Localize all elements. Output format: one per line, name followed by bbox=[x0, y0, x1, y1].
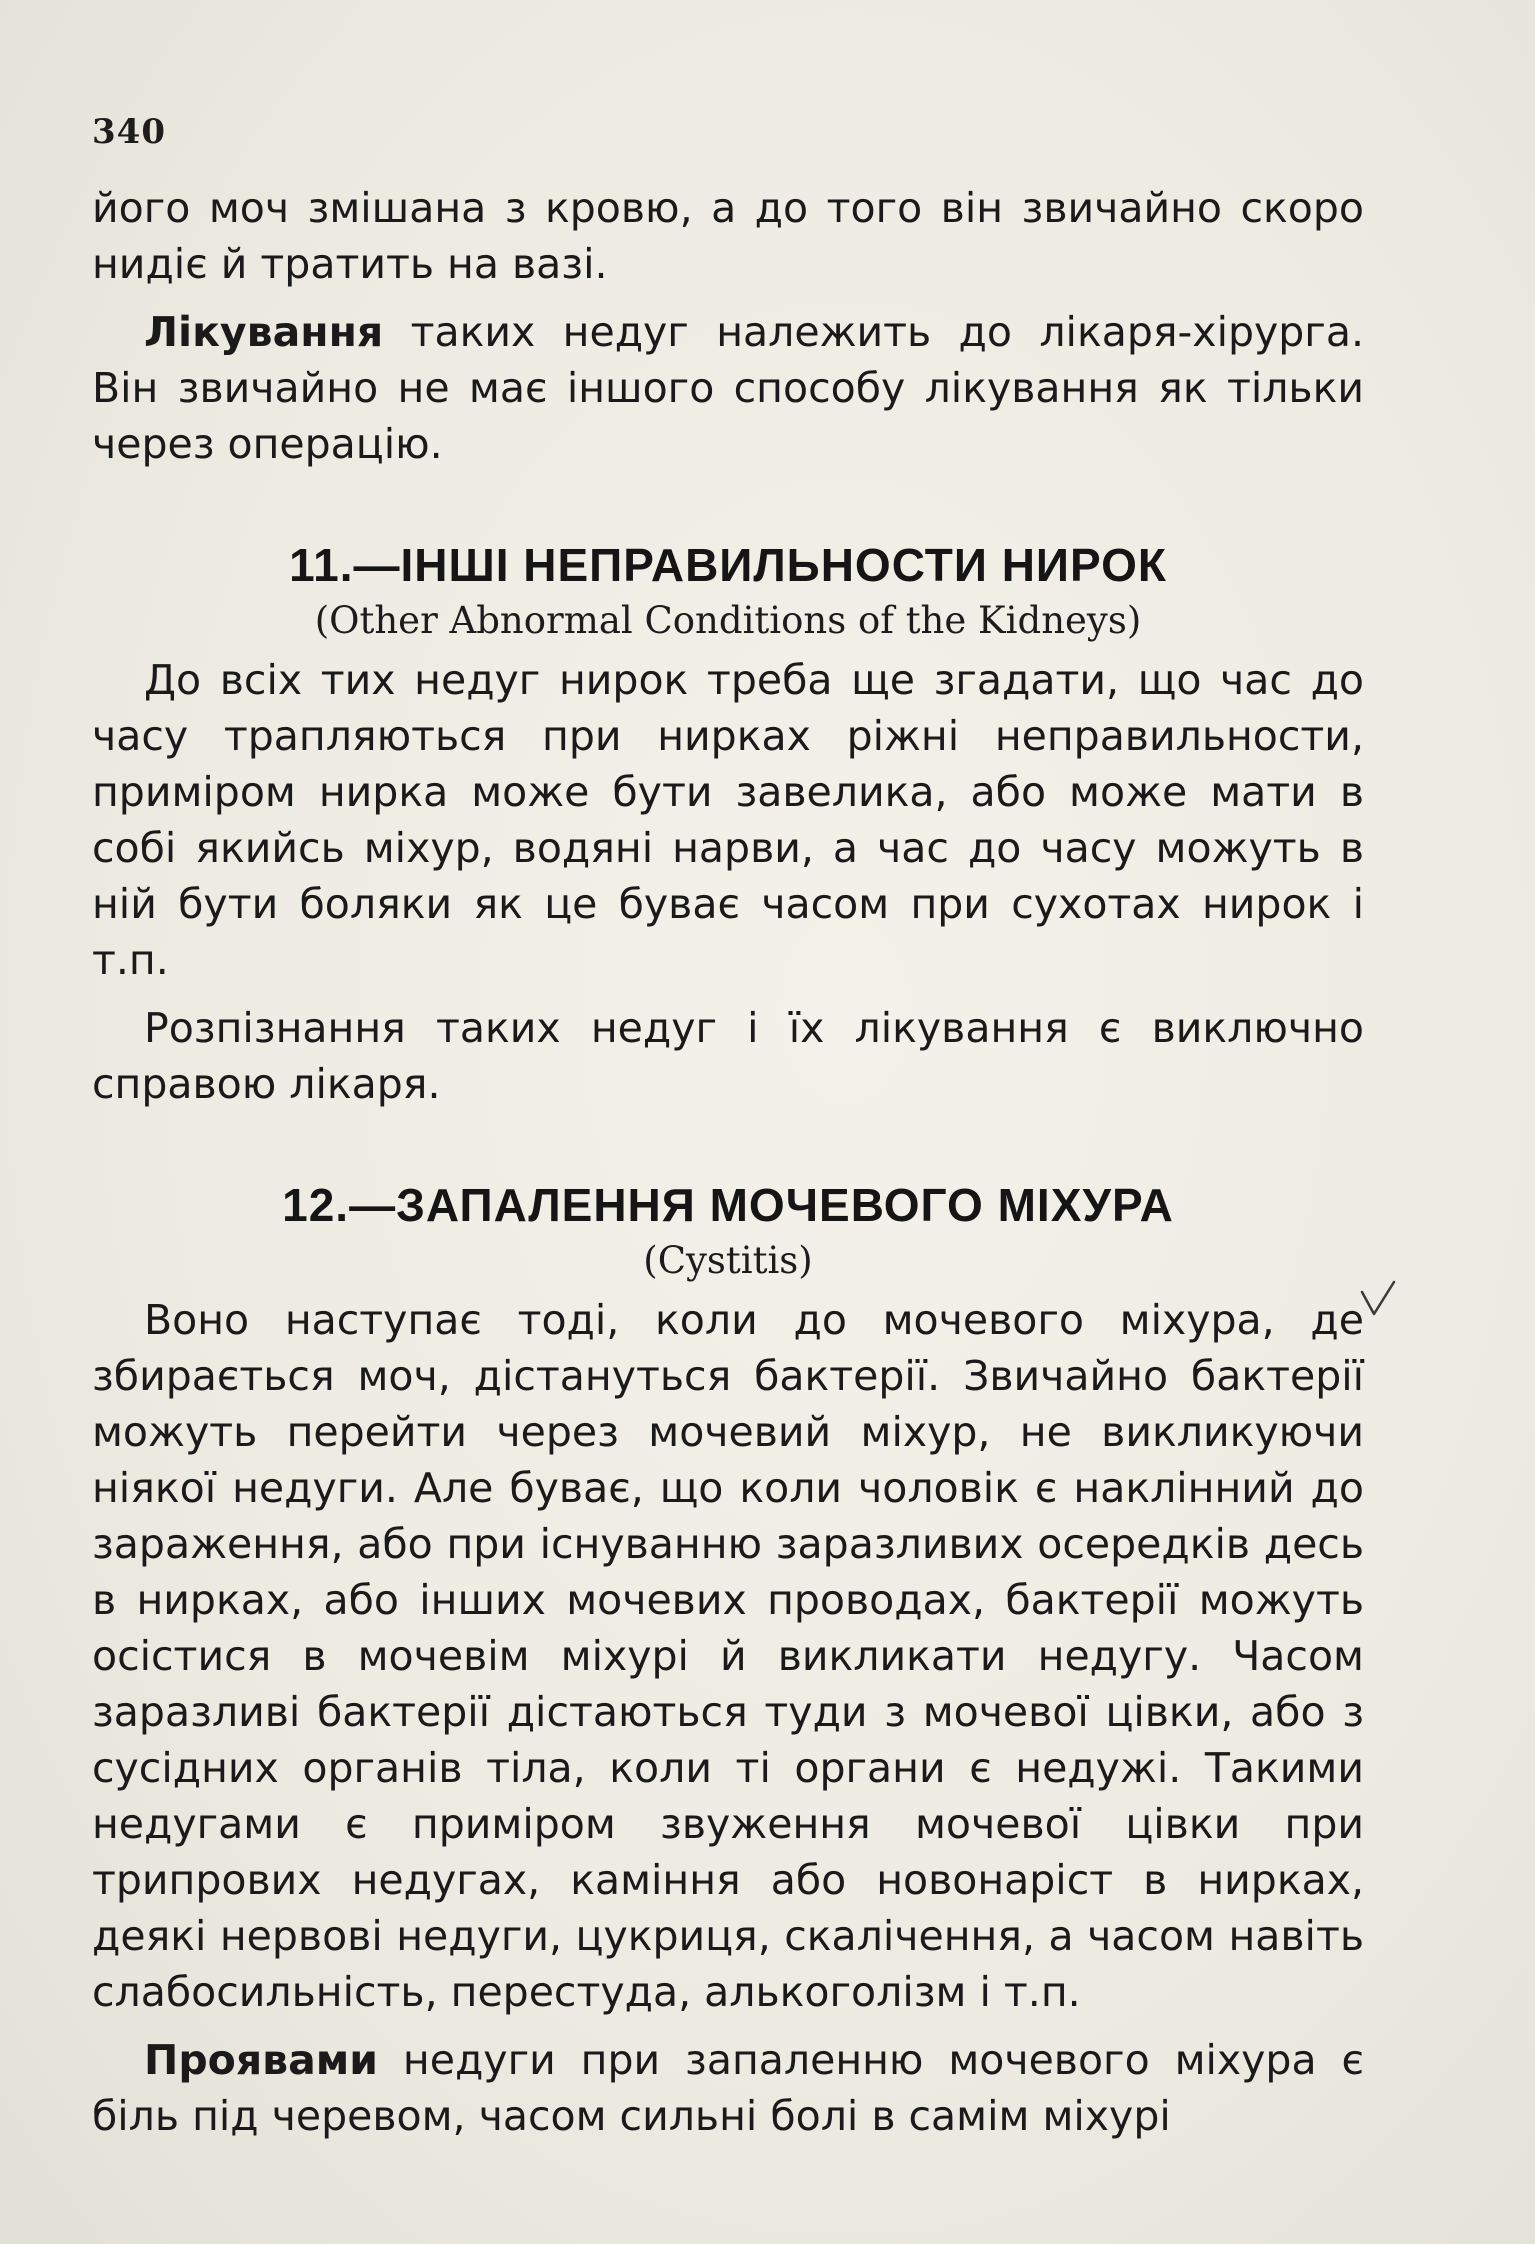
section-12-symptoms-paragraph bbox=[92, 2032, 1364, 2144]
page-number: 340 bbox=[92, 112, 166, 152]
treatment-label: Лікування bbox=[144, 308, 384, 356]
section-12-title: 12.—ЗАПАЛЕННЯ МОЧЕВОГО МІХУРА bbox=[282, 1179, 1174, 1231]
section-12-subtitle: (Cystitis) bbox=[643, 1239, 813, 1282]
symptoms-text: недуги при запаленню мочевого міхура є біль під черевом, часом сильні болі в самім міхурі bbox=[92, 2036, 1364, 2140]
treatment-text: таких недуг належить до лікаря-хірурга. Він звичайно не має іншого способу лікування як тільки через операцію. bbox=[92, 308, 1364, 468]
intro-paragraph-treatment bbox=[92, 304, 1364, 472]
section-11-paragraph-2: Розпізнання таких недуг і їх лікування є виключно справою лікаря. bbox=[92, 1004, 1364, 1108]
handwritten-checkmark-icon bbox=[1358, 1278, 1398, 1320]
section-11-title: 11.—ІНШІ НЕПРАВИЛЬНОСТИ НИРОК bbox=[289, 539, 1167, 591]
page-content bbox=[92, 180, 1364, 2144]
intro-paragraph-1: його моч змішана з кровю, а до того він звичайно скоро нидіє й тратить на вазі. bbox=[92, 184, 1364, 288]
section-11-subtitle: (Other Abnormal Conditions of the Kidneys) bbox=[314, 599, 1142, 642]
section-12-paragraph-1: Воно наступає тоді, коли до мочевого міхура, де збирається моч, дістануться бактерії. Звичайно бактерії можуть перейти через мочевий міхур, не викликуючи ніякої недуги. Але буває, що коли чоловік є наклінний до зараження, або при існуванню заразливих осередків десь в нирках, або інших мочевих проводах, бактерії можуть осістися в мочевім міхурі й викликати недугу. Часом заразливі бактерії дістаються туди з мочевої цівки, або з сусідних органів тіла, коли ті органи є недужі. Такими недугами є приміром звуження мочевої цівки при трипрових недугах, каміння або новонаріст в нирках, деякі нервові недуги, цукриця, скалічення, а часом навіть слабосильність, перестуда, алькоголізм і т.п. bbox=[92, 1296, 1364, 2016]
symptoms-label: Проявами bbox=[144, 2036, 379, 2084]
section-11-paragraph-1: До всіх тих недуг нирок треба ще згадати, що час до часу трапляються при нирках ріжні неправильности, приміром нирка може бути завелика, або може мати в собі якийсь міхур, водяні нарви, а час до часу можуть в ній бути боляки як це буває часом при сухотах нирок і т.п. bbox=[92, 656, 1364, 984]
